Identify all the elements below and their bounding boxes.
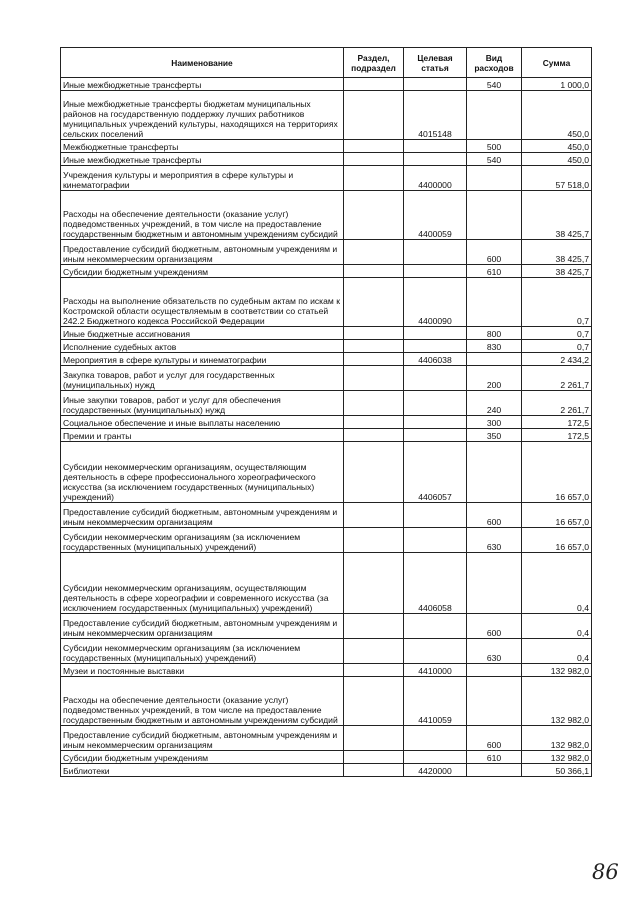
header-kind: Вид расходов xyxy=(467,48,522,78)
cell-name: Предоставление субсидий бюджетным, автономным учреждениям и иным некоммерческим организациям xyxy=(61,726,344,751)
cell-article xyxy=(404,265,467,278)
cell-article: 4400000 xyxy=(404,166,467,191)
cell-name: Расходы на обеспечение деятельности (оказание услуг) подведомственных учреждений, в том числе на предоставление государственным бюджетным и автономным учреждениям субсидий xyxy=(61,677,344,726)
table-row xyxy=(61,639,592,664)
cell-sum: 450,0 xyxy=(522,91,592,140)
cell-sum: 2 261,7 xyxy=(522,366,592,391)
cell-article: 4400090 xyxy=(404,278,467,327)
cell-kind: 240 xyxy=(467,391,522,416)
cell-name: Предоставление субсидий бюджетным, автономным учреждениям и иным некоммерческим организациям xyxy=(61,614,344,639)
cell-section xyxy=(344,726,404,751)
cell-section xyxy=(344,429,404,442)
cell-kind: 600 xyxy=(467,726,522,751)
cell-sum: 0,7 xyxy=(522,340,592,353)
cell-kind: 610 xyxy=(467,751,522,764)
cell-kind xyxy=(467,166,522,191)
cell-name: Предоставление субсидий бюджетным, автономным учреждениям и иным некоммерческим организациям xyxy=(61,240,344,265)
table-row xyxy=(61,366,592,391)
table-row xyxy=(61,553,592,614)
cell-section xyxy=(344,639,404,664)
cell-sum: 57 518,0 xyxy=(522,166,592,191)
cell-sum: 0,4 xyxy=(522,614,592,639)
cell-article xyxy=(404,614,467,639)
cell-article xyxy=(404,78,467,91)
cell-section xyxy=(344,503,404,528)
cell-kind: 630 xyxy=(467,639,522,664)
cell-name: Иные бюджетные ассигнования xyxy=(61,327,344,340)
cell-section xyxy=(344,78,404,91)
cell-article xyxy=(404,751,467,764)
cell-article xyxy=(404,639,467,664)
cell-article xyxy=(404,327,467,340)
cell-kind: 630 xyxy=(467,528,522,553)
cell-sum: 2 434,2 xyxy=(522,353,592,366)
table-row xyxy=(61,614,592,639)
cell-article: 4420000 xyxy=(404,764,467,777)
cell-sum: 2 261,7 xyxy=(522,391,592,416)
cell-sum: 50 366,1 xyxy=(522,764,592,777)
table-row xyxy=(61,416,592,429)
cell-section xyxy=(344,166,404,191)
cell-name: Субсидии некоммерческим организациям, осуществляющим деятельность в сфере профессионального хореографического искусства (за исключением государственных (муниципальных) учреждений) xyxy=(61,442,344,503)
cell-sum: 0,4 xyxy=(522,639,592,664)
table-row xyxy=(61,764,592,777)
cell-article xyxy=(404,366,467,391)
cell-sum: 0,7 xyxy=(522,278,592,327)
cell-name: Социальное обеспечение и иные выплаты населению xyxy=(61,416,344,429)
table-row xyxy=(61,664,592,677)
table-row xyxy=(61,78,592,91)
cell-article xyxy=(404,416,467,429)
cell-section xyxy=(344,91,404,140)
cell-sum: 16 657,0 xyxy=(522,442,592,503)
header-section: Раздел, подраздел xyxy=(344,48,404,78)
cell-kind: 540 xyxy=(467,153,522,166)
table-row xyxy=(61,140,592,153)
cell-name: Иные межбюджетные трансферты бюджетам муниципальных районов на государственную поддержку лучших работников муниципальных учреждений культуры, находящихся на территориях сельских поселений xyxy=(61,91,344,140)
table-row xyxy=(61,265,592,278)
table-row xyxy=(61,153,592,166)
cell-name: Иные закупки товаров, работ и услуг для обеспечения государственных (муниципальных) нужд xyxy=(61,391,344,416)
cell-section xyxy=(344,614,404,639)
cell-name: Субсидии бюджетным учреждениям xyxy=(61,265,344,278)
cell-sum: 450,0 xyxy=(522,140,592,153)
cell-sum: 132 982,0 xyxy=(522,677,592,726)
cell-sum: 1 000,0 xyxy=(522,78,592,91)
cell-kind: 540 xyxy=(467,78,522,91)
cell-name: Иные межбюджетные трансферты xyxy=(61,78,344,91)
cell-name: Библиотеки xyxy=(61,764,344,777)
cell-name: Закупка товаров, работ и услуг для государственных (муниципальных) нужд xyxy=(61,366,344,391)
cell-kind xyxy=(467,353,522,366)
cell-name: Мероприятия в сфере культуры и кинематографии xyxy=(61,353,344,366)
page-number: 86 xyxy=(592,860,619,884)
cell-name: Музеи и постоянные выставки xyxy=(61,664,344,677)
cell-name: Межбюджетные трансферты xyxy=(61,140,344,153)
cell-sum: 132 982,0 xyxy=(522,751,592,764)
table-row xyxy=(61,751,592,764)
cell-section xyxy=(344,153,404,166)
cell-kind: 500 xyxy=(467,140,522,153)
cell-sum: 172,5 xyxy=(522,429,592,442)
cell-article xyxy=(404,340,467,353)
budget-table xyxy=(60,47,592,777)
cell-sum: 16 657,0 xyxy=(522,528,592,553)
cell-article xyxy=(404,726,467,751)
header-article: Целевая статья xyxy=(404,48,467,78)
cell-kind: 300 xyxy=(467,416,522,429)
cell-kind xyxy=(467,764,522,777)
cell-name: Субсидии некоммерческим организациям (за исключением государственных (муниципальных) учреждений) xyxy=(61,528,344,553)
cell-sum: 16 657,0 xyxy=(522,503,592,528)
table-row xyxy=(61,240,592,265)
header-row xyxy=(61,48,592,78)
table-row xyxy=(61,91,592,140)
table-row xyxy=(61,528,592,553)
cell-name: Субсидии некоммерческим организациям (за исключением государственных (муниципальных) учреждений) xyxy=(61,639,344,664)
cell-article: 4015148 xyxy=(404,91,467,140)
cell-article xyxy=(404,503,467,528)
cell-article: 4406058 xyxy=(404,553,467,614)
cell-kind xyxy=(467,664,522,677)
cell-section xyxy=(344,764,404,777)
header-name: Наименование xyxy=(61,48,344,78)
cell-sum: 38 425,7 xyxy=(522,240,592,265)
cell-name: Премии и гранты xyxy=(61,429,344,442)
cell-article xyxy=(404,140,467,153)
cell-section xyxy=(344,327,404,340)
cell-kind: 350 xyxy=(467,429,522,442)
cell-sum: 0,4 xyxy=(522,553,592,614)
cell-section xyxy=(344,528,404,553)
table-row xyxy=(61,677,592,726)
cell-section xyxy=(344,664,404,677)
cell-name: Расходы на обеспечение деятельности (оказание услуг) подведомственных учреждений, в том числе на предоставление государственным бюджетным и автономным учреждениям субсидий xyxy=(61,191,344,240)
table-row xyxy=(61,353,592,366)
cell-kind: 600 xyxy=(467,503,522,528)
cell-section xyxy=(344,140,404,153)
cell-kind: 200 xyxy=(467,366,522,391)
cell-kind xyxy=(467,191,522,240)
cell-article: 4410059 xyxy=(404,677,467,726)
cell-article: 4400059 xyxy=(404,191,467,240)
cell-kind xyxy=(467,553,522,614)
cell-article xyxy=(404,153,467,166)
table-row xyxy=(61,429,592,442)
cell-section xyxy=(344,366,404,391)
cell-section xyxy=(344,191,404,240)
table-row xyxy=(61,327,592,340)
cell-section xyxy=(344,391,404,416)
cell-section xyxy=(344,353,404,366)
table-row xyxy=(61,726,592,751)
cell-name: Исполнение судебных актов xyxy=(61,340,344,353)
cell-name: Субсидии некоммерческим организациям, осуществляющим деятельность в сфере хореографии и современного искусства (за исключением государственных (муниципальных) учреждений) xyxy=(61,553,344,614)
cell-article xyxy=(404,391,467,416)
cell-sum: 38 425,7 xyxy=(522,265,592,278)
table-row xyxy=(61,166,592,191)
cell-sum: 132 982,0 xyxy=(522,664,592,677)
cell-section xyxy=(344,751,404,764)
cell-sum: 450,0 xyxy=(522,153,592,166)
cell-kind xyxy=(467,677,522,726)
cell-kind: 610 xyxy=(467,265,522,278)
table-row xyxy=(61,503,592,528)
cell-kind: 600 xyxy=(467,240,522,265)
cell-kind: 600 xyxy=(467,614,522,639)
table-row xyxy=(61,278,592,327)
table-row xyxy=(61,442,592,503)
cell-kind xyxy=(467,442,522,503)
cell-kind xyxy=(467,91,522,140)
cell-article xyxy=(404,528,467,553)
table-row xyxy=(61,191,592,240)
cell-article: 4410000 xyxy=(404,664,467,677)
cell-section xyxy=(344,442,404,503)
table-row xyxy=(61,340,592,353)
cell-name: Субсидии бюджетным учреждениям xyxy=(61,751,344,764)
cell-article xyxy=(404,429,467,442)
cell-kind: 800 xyxy=(467,327,522,340)
table-body xyxy=(61,78,592,777)
cell-section xyxy=(344,553,404,614)
cell-sum: 172,5 xyxy=(522,416,592,429)
cell-article xyxy=(404,240,467,265)
cell-name: Иные межбюджетные трансферты xyxy=(61,153,344,166)
cell-section xyxy=(344,677,404,726)
cell-article: 4406038 xyxy=(404,353,467,366)
cell-kind: 830 xyxy=(467,340,522,353)
cell-kind xyxy=(467,278,522,327)
cell-sum: 132 982,0 xyxy=(522,726,592,751)
table-row xyxy=(61,391,592,416)
cell-section xyxy=(344,278,404,327)
cell-name: Расходы на выполнение обязательств по судебным актам по искам к Костромской области осуществляемым в соответствии со статьей 242.2 Бюджетного кодекса Российской Федерации xyxy=(61,278,344,327)
cell-section xyxy=(344,265,404,278)
header-sum: Сумма xyxy=(522,48,592,78)
cell-section xyxy=(344,240,404,265)
cell-name: Предоставление субсидий бюджетным, автономным учреждениям и иным некоммерческим организациям xyxy=(61,503,344,528)
cell-section xyxy=(344,416,404,429)
cell-name: Учреждения культуры и мероприятия в сфере культуры и кинематографии xyxy=(61,166,344,191)
cell-section xyxy=(344,340,404,353)
cell-sum: 38 425,7 xyxy=(522,191,592,240)
cell-article: 4406057 xyxy=(404,442,467,503)
cell-sum: 0,7 xyxy=(522,327,592,340)
